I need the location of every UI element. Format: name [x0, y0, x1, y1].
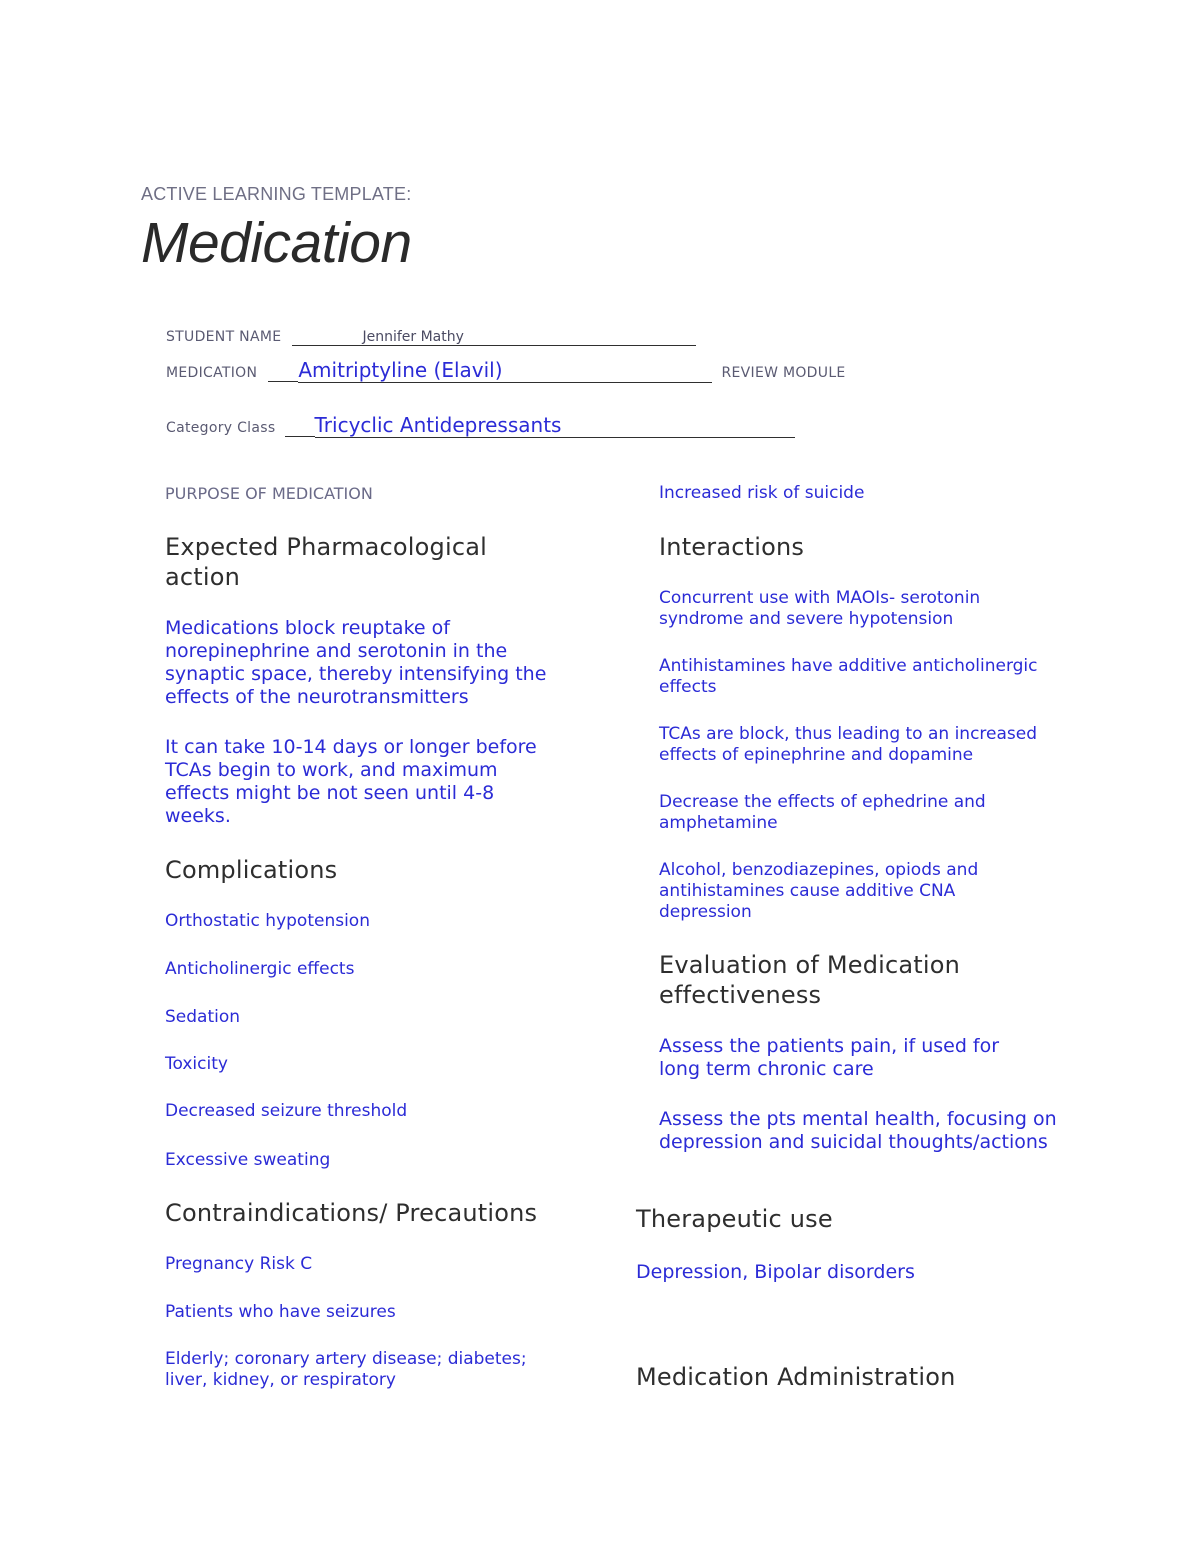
purpose-label: PURPOSE OF MEDICATION [165, 484, 373, 503]
student-name-row [166, 326, 696, 346]
complications-heading: Complications [165, 856, 338, 884]
contraindications-heading: Contraindications/ Precautions [165, 1199, 538, 1227]
contraindication-item: Elderly; coronary artery disease; diabetes; liver, kidney, or respiratory [165, 1349, 527, 1390]
medication-field[interactable] [298, 358, 712, 383]
complication-item: Sedation [165, 1007, 241, 1027]
student-name-field[interactable] [362, 329, 696, 346]
interactions-heading: Interactions [659, 533, 805, 561]
complication-item: Toxicity [165, 1054, 228, 1074]
medication-line-lead [268, 362, 298, 382]
student-name-line-lead [292, 326, 362, 346]
interaction-item: Alcohol, benzodiazepines, opiods and antihistamines cause additive CNA depression [659, 860, 979, 922]
complication-item: Anticholinergic effects [165, 959, 355, 979]
contraindication-item: Patients who have seizures [165, 1302, 396, 1322]
interaction-item: Antihistamines have additive anticholinergic effects [659, 656, 1038, 697]
medication-value: Amitriptyline (Elavil) [298, 358, 503, 382]
contraindication-item: Pregnancy Risk C [165, 1254, 313, 1274]
category-line-lead [285, 417, 315, 437]
pharm-action-paragraph-1: Medications block reuptake of norepinephrine and serotonin in the synaptic space, thereby intensifying the effects of the neurotransmitters [165, 617, 547, 708]
pharm-action-heading: Expected Pharmacological action [165, 533, 488, 591]
complication-item: Orthostatic hypotension [165, 911, 370, 931]
category-label: Category Class [166, 420, 276, 436]
template-label: ACTIVE LEARNING TEMPLATE: [141, 184, 412, 204]
therapeutic-use-text: Depression, Bipolar disorders [636, 1261, 915, 1283]
interaction-item: TCAs are block, thus leading to an increased effects of epinephrine and dopamine [659, 724, 1038, 765]
review-module-label: REVIEW MODULE [721, 365, 846, 381]
suicide-risk-text: Increased risk of suicide [659, 483, 865, 503]
complication-item: Decreased seizure threshold [165, 1101, 408, 1121]
student-name-value: Jennifer Mathy [362, 329, 464, 345]
category-value: Tricyclic Antidepressants [314, 413, 562, 437]
student-name-label: STUDENT NAME [166, 329, 282, 345]
template-title: Medication [141, 211, 412, 275]
evaluation-heading: Evaluation of Medication effectiveness [659, 951, 961, 1009]
category-field[interactable] [315, 413, 795, 438]
complication-item: Excessive sweating [165, 1150, 331, 1170]
medication-row [166, 358, 846, 383]
evaluation-item: Assess the patients pain, if used for long term chronic care [659, 1035, 1000, 1080]
administration-heading: Medication Administration [636, 1363, 956, 1391]
interaction-item: Decrease the effects of ephedrine and amphetamine [659, 792, 986, 833]
medication-label: MEDICATION [166, 365, 258, 381]
pharm-action-paragraph-2: It can take 10-14 days or longer before TCAs begin to work, and maximum effects might be not seen until 4-8 weeks. [165, 736, 537, 827]
interaction-item: Concurrent use with MAOIs- serotonin syndrome and severe hypotension [659, 588, 981, 629]
evaluation-item: Assess the pts mental health, focusing on depression and suicidal thoughts/actions [659, 1108, 1057, 1153]
therapeutic-use-heading: Therapeutic use [636, 1205, 833, 1233]
category-row [166, 413, 795, 438]
